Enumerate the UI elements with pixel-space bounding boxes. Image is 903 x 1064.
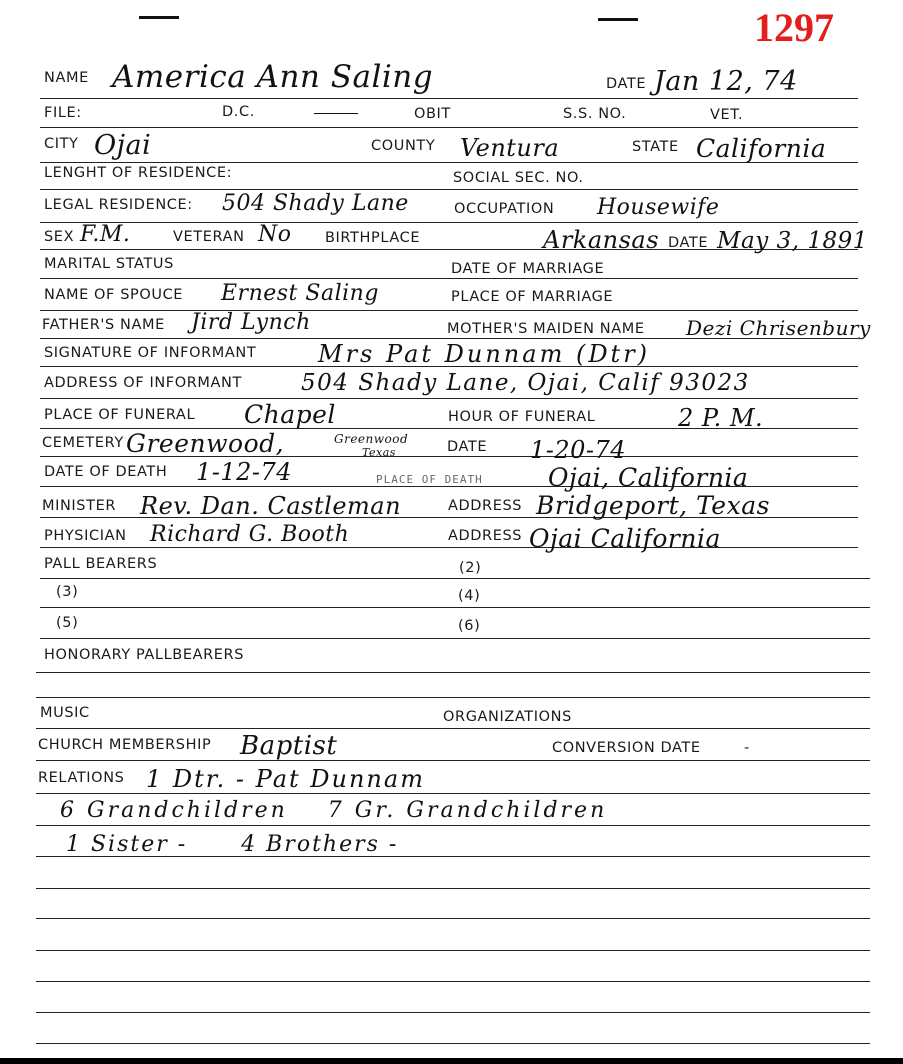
date-of-marriage-label: DATE OF MARRIAGE (451, 261, 605, 277)
music-label: MUSIC (40, 705, 90, 721)
relations-line-3: 1 Sister - 4 Brothers - (66, 832, 399, 857)
file-label: FILE: (44, 105, 82, 121)
city-value: Ojai (94, 130, 152, 161)
birthplace-label: BIRTHPLACE (325, 230, 421, 246)
cemetery-label: CEMETERY (42, 435, 124, 451)
informant-address-value: 504 Shady Lane, Ojai, Calif 93023 (301, 370, 750, 396)
top-mark-right (598, 18, 638, 21)
city-label: CITY (44, 136, 79, 152)
state-label: STATE (632, 139, 679, 155)
conversion-date-label: CONVERSION DATE (552, 740, 701, 756)
cemetery-value: Greenwood, (126, 429, 285, 458)
pall-bearers-label: PALL BEARERS (44, 556, 158, 572)
relations-value: 1 Dtr. - Pat Dunnam (146, 765, 425, 793)
name-value: America Ann Saling (112, 59, 434, 95)
legal-residence-label: LEGAL RESIDENCE: (44, 197, 193, 213)
place-of-marriage-label: PLACE OF MARRIAGE (451, 289, 614, 305)
dc-label: D.C. (222, 104, 255, 120)
funeral-hour-value: 2 P. M. (678, 404, 764, 432)
minister-address-label: ADDRESS (448, 498, 523, 514)
pall-bearer-5-label: (5) (56, 615, 79, 631)
death-place-label: PLACE OF DEATH (376, 473, 483, 486)
cemetery-date-value: 1-20-74 (530, 436, 627, 464)
occupation-value: Housewife (597, 195, 720, 220)
relations-label: RELATIONS (38, 770, 125, 786)
county-value: Ventura (460, 134, 560, 162)
residence-length-label: LENGHT OF RESIDENCE: (44, 165, 233, 181)
legal-residence-value: 504 Shady Lane (222, 191, 409, 216)
funeral-hour-label: HOUR OF FUNERAL (448, 409, 596, 425)
occupation-label: OCCUPATION (454, 201, 555, 217)
sex-value: F.M. (80, 222, 131, 247)
document-number: 1297 (754, 5, 834, 50)
conversion-date-value: - (744, 740, 750, 756)
cemetery-note-2: Texas (362, 446, 396, 459)
social-sec-label: SOCIAL SEC. NO. (453, 170, 584, 186)
county-label: COUNTY (371, 138, 436, 154)
bottom-edge-band (0, 1058, 903, 1064)
spouse-value: Ernest Saling (221, 281, 379, 306)
sex-label: SEX (44, 229, 75, 245)
birth-date-value: May 3, 1891 (717, 228, 868, 254)
state-value: California (696, 134, 827, 163)
vet-label: VET. (710, 107, 744, 123)
death-date-value: 1-12-74 (196, 458, 293, 486)
relations-line-2: 6 Grandchildren 7 Gr. Grandchildren (60, 798, 608, 823)
funeral-place-value: Chapel (244, 400, 336, 429)
physician-address-label: ADDRESS (448, 528, 523, 544)
funeral-place-label: PLACE OF FUNERAL (44, 407, 196, 423)
minister-label: MINISTER (42, 498, 117, 514)
physician-value: Richard G. Booth (150, 522, 350, 547)
birthplace-value: Arkansas (543, 226, 660, 254)
ssno-label: S.S. NO. (563, 106, 627, 122)
informant-signature-label: SIGNATURE OF INFORMANT (44, 345, 257, 361)
cemetery-note-1: Greenwood (334, 432, 409, 446)
informant-signature-value: Mrs Pat Dunnam (Dtr) (318, 340, 651, 368)
honorary-pallbearers-label: HONORARY PALLBEARERS (44, 647, 245, 663)
spouse-label: NAME OF SPOUCE (44, 287, 184, 303)
date-value: Jan 12, 74 (654, 66, 798, 97)
organizations-label: ORGANIZATIONS (443, 709, 572, 725)
pall-bearer-4-label: (4) (458, 588, 481, 604)
minister-address-value: Bridgeport, Texas (536, 491, 770, 520)
pall-bearer-6-label: (6) (458, 618, 481, 634)
birth-date-label: DATE (668, 235, 709, 251)
pall-bearer-2-label: (2) (459, 560, 482, 576)
physician-address-value: Ojai California (529, 524, 721, 553)
veteran-value: No (258, 222, 292, 247)
marital-status-label: MARITAL STATUS (44, 256, 174, 272)
church-membership-label: CHURCH MEMBERSHIP (38, 737, 212, 753)
name-label: NAME (44, 70, 89, 86)
pall-bearer-3-label: (3) (56, 584, 79, 600)
mother-value: Dezi Chrisenbury (686, 316, 871, 340)
death-date-label: DATE OF DEATH (44, 464, 168, 480)
father-label: FATHER'S NAME (42, 317, 165, 333)
informant-address-label: ADDRESS OF INFORMANT (44, 375, 242, 391)
obit-label: OBIT (414, 106, 451, 122)
death-place-value: Ojai, California (548, 463, 749, 492)
father-value: Jird Lynch (191, 310, 311, 335)
cemetery-date-label: DATE (447, 439, 488, 455)
church-membership-value: Baptist (240, 731, 338, 761)
dc-mark (314, 113, 358, 114)
minister-value: Rev. Dan. Castleman (140, 492, 402, 520)
physician-label: PHYSICIAN (44, 528, 127, 544)
top-mark-left (139, 16, 179, 19)
date-label: DATE (606, 76, 647, 92)
veteran-label: VETERAN (173, 229, 245, 245)
mother-label: MOTHER'S MAIDEN NAME (447, 321, 645, 337)
